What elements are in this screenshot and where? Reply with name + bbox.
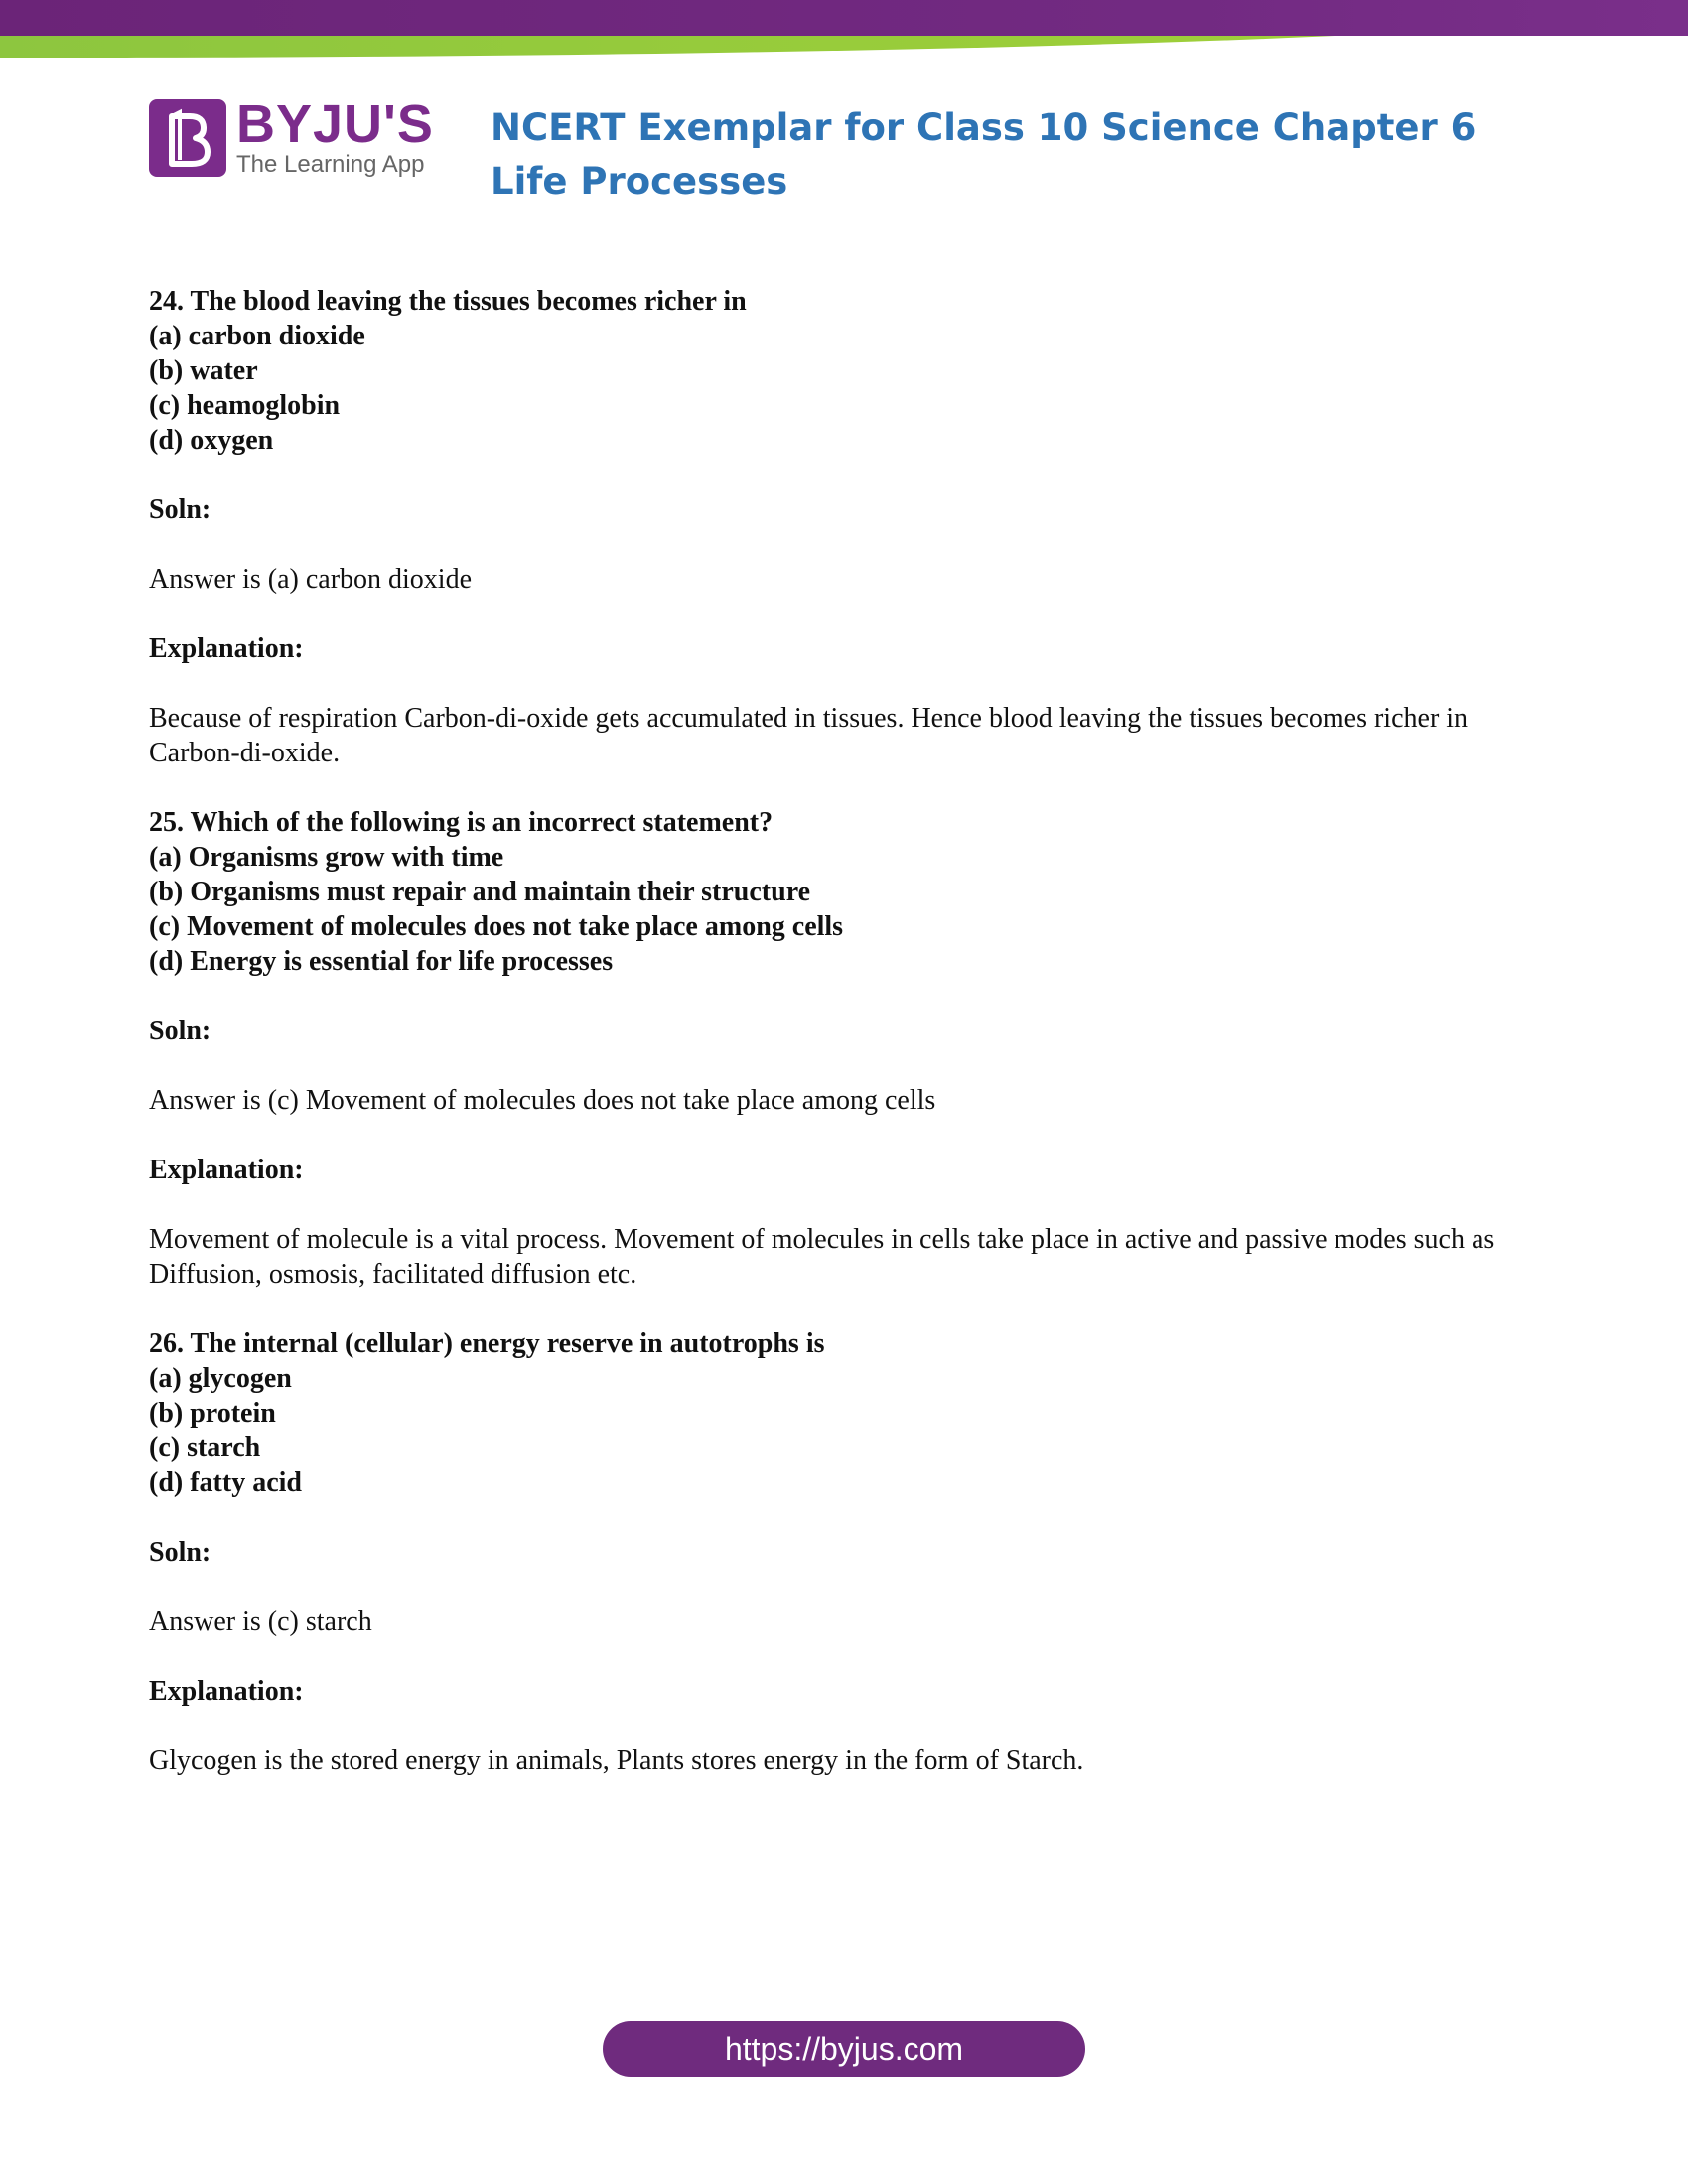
option: (c) Movement of molecules does not take place among cells	[149, 911, 844, 942]
question-text: 25. Which of the following is an incorrect statement?	[149, 807, 774, 838]
option: (b) water	[149, 355, 258, 386]
option: (a) glycogen	[149, 1363, 292, 1394]
explanation-label: Explanation:	[149, 633, 304, 664]
option: (b) Organisms must repair and maintain their structure	[149, 877, 811, 907]
byjus-logo[interactable]	[149, 94, 437, 179]
header-band-purple	[0, 0, 1688, 36]
website-link-button[interactable]: https://byjus.com	[603, 2021, 1085, 2077]
option: (a) carbon dioxide	[149, 321, 365, 351]
option: (d) fatty acid	[149, 1467, 302, 1498]
option: (d) oxygen	[149, 425, 274, 456]
soln-label: Soln:	[149, 1016, 211, 1046]
question	[149, 805, 1539, 979]
answer-text: Answer is (c) Movement of molecules does not take place among cells	[149, 1085, 936, 1116]
explanation-text: Because of respiration Carbon-di-oxide gets accumulated in tissues. Hence blood leaving the tissues becomes richer in Carbon-di-oxide.	[149, 703, 1469, 768]
option: (b) protein	[149, 1398, 276, 1429]
logo-brand-text: BYJU'S	[236, 94, 434, 154]
question-text: 26. The internal (cellular) energy reserve in autotrophs is	[149, 1328, 825, 1359]
logo-b-icon	[149, 99, 226, 177]
option: (a) Organisms grow with time	[149, 842, 504, 873]
question	[149, 1326, 1539, 1500]
explanation-label: Explanation:	[149, 1676, 304, 1706]
option: (c) heamoglobin	[149, 390, 341, 421]
soln-label: Soln:	[149, 494, 211, 525]
logo-tagline: The Learning App	[236, 151, 425, 178]
option: (d) Energy is essential for life processes	[149, 946, 614, 977]
page-title: NCERT Exemplar for Class 10 Science Chapter 6 Life Processes	[491, 106, 1477, 203]
explanation-label: Explanation:	[149, 1155, 304, 1185]
soln-label: Soln:	[149, 1537, 211, 1568]
explanation-text: Movement of molecule is a vital process. Movement of molecules in cells take place in active and passive modes such as Diffusion, osmosis, facilitated diffusion etc.	[149, 1224, 1495, 1290]
explanation-text: Glycogen is the stored energy in animals, Plants stores energy in the form of Starch.	[149, 1745, 1084, 1776]
question-block	[149, 1326, 1539, 1778]
question-block	[149, 284, 1539, 770]
document-content	[149, 284, 1539, 1778]
question-text: 24. The blood leaving the tissues becomes richer in	[149, 286, 747, 317]
answer-text: Answer is (c) starch	[149, 1606, 372, 1637]
answer-text: Answer is (a) carbon dioxide	[149, 564, 473, 595]
question-block	[149, 805, 1539, 1292]
question	[149, 284, 1539, 458]
option: (c) starch	[149, 1433, 261, 1463]
